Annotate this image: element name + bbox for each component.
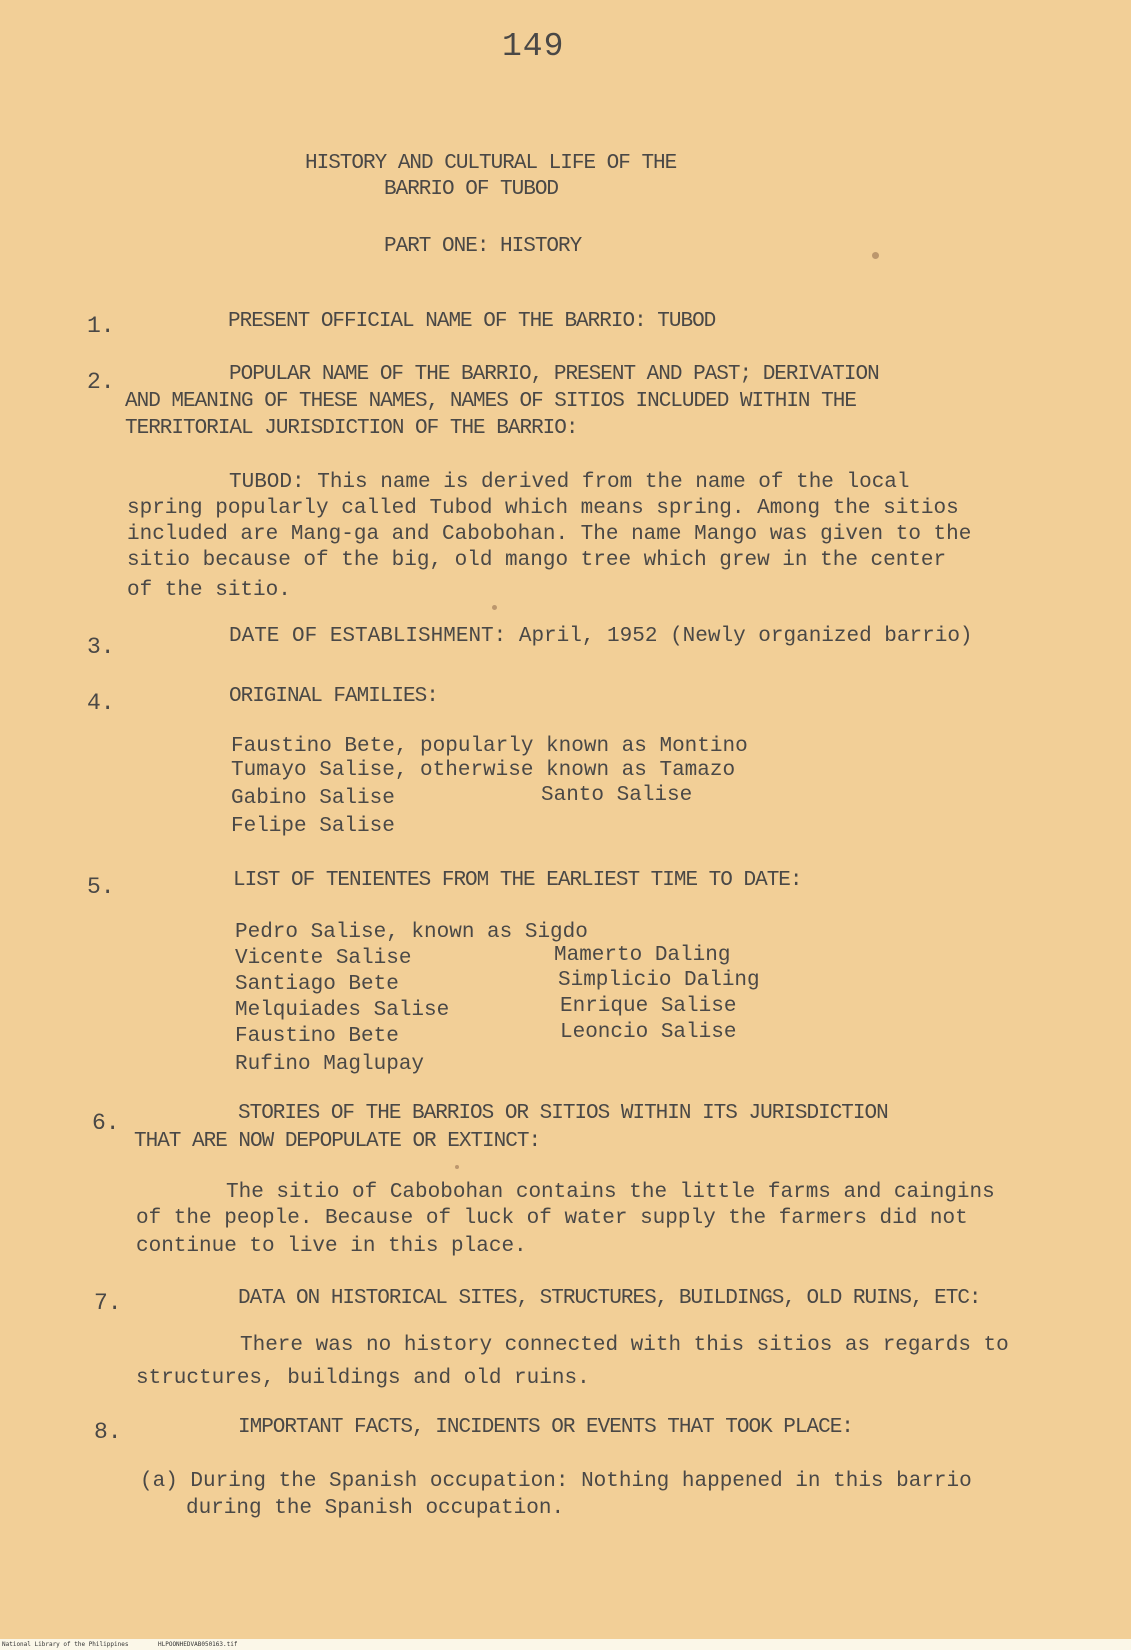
item-heading: POPULAR NAME OF THE BARRIO, PRESENT AND PAST; DERIVATION	[229, 363, 879, 386]
item-heading: AND MEANING OF THESE NAMES, NAMES OF SITIOS INCLUDED WITHIN THE	[125, 390, 856, 413]
item-number: 7.	[94, 1290, 122, 1316]
item-heading: LIST OF TENIENTES FROM THE EARLIEST TIME TO DATE:	[233, 869, 802, 892]
family-name: Gabino Salise	[231, 787, 395, 810]
body-line: sitio because of the big, old mango tree which grew in the center	[127, 549, 947, 572]
paper-speck	[455, 1165, 459, 1169]
teniente-name: Simplicio Daling	[558, 969, 760, 992]
item-number: 2.	[87, 369, 115, 395]
body-line: of the people. Because of luck of water supply the farmers did not	[136, 1207, 968, 1230]
teniente-name: Melquiades Salise	[235, 999, 450, 1022]
teniente-name: Rufino Maglupay	[235, 1053, 425, 1076]
paper-speck	[492, 605, 497, 610]
teniente-name: Faustino Bete	[235, 1025, 399, 1048]
paper-speck	[872, 252, 879, 259]
family-name: Santo Salise	[541, 784, 693, 807]
item-heading: ORIGINAL FAMILIES:	[229, 685, 438, 708]
teniente-name: Leoncio Salise	[560, 1021, 737, 1044]
teniente-name: Santiago Bete	[235, 973, 399, 996]
teniente-name: Vicente Salise	[235, 947, 412, 970]
item-number: 6.	[92, 1110, 120, 1136]
body-line: included are Mang-ga and Cabobohan. The name Mango was given to the	[127, 523, 972, 546]
item-heading: STORIES OF THE BARRIOS OR SITIOS WITHIN ITS JURISDICTION	[238, 1102, 888, 1125]
item-heading: DATE OF ESTABLISHMENT: April, 1952 (Newly organized barrio)	[229, 625, 973, 648]
family-name: Tumayo Salise, otherwise known as Tamazo	[231, 759, 736, 782]
item-number: 1.	[87, 313, 115, 339]
family-name: Felipe Salise	[231, 815, 395, 838]
body-line: The sitio of Cabobohan contains the little farms and caingins	[226, 1181, 995, 1204]
item-heading: TERRITORIAL JURISDICTION OF THE BARRIO:	[125, 417, 578, 440]
item-number: 8.	[94, 1419, 122, 1445]
body-line: spring popularly called Tubod which means spring. Among the sitios	[127, 497, 959, 520]
body-line: of the sitio.	[127, 579, 291, 602]
page-number: 149	[502, 28, 565, 65]
teniente-name: Pedro Salise, known as Sigdo	[235, 921, 588, 944]
part-heading: PART ONE: HISTORY	[384, 235, 582, 258]
teniente-name: Mamerto Daling	[554, 944, 731, 967]
item-heading: PRESENT OFFICIAL NAME OF THE BARRIO: TUBOD	[228, 310, 716, 333]
body-line: There was no history connected with this sitios as regards to	[240, 1334, 1009, 1357]
footer-filename: HLPOONHEDVAB050163.tif	[158, 1641, 238, 1648]
item-number: 5.	[87, 874, 115, 900]
scan-footer	[0, 1639, 1131, 1650]
body-line: continue to live in this place.	[136, 1235, 527, 1258]
item-number: 4.	[87, 690, 115, 716]
document-title-line-1: HISTORY AND CULTURAL LIFE OF THE	[305, 152, 677, 175]
body-line: structures, buildings and old ruins.	[136, 1367, 590, 1390]
item-number: 3.	[87, 634, 115, 660]
body-line: (a) During the Spanish occupation: Nothing happened in this barrio	[140, 1470, 972, 1493]
footer-source: National Library of the Philippines	[2, 1641, 129, 1648]
teniente-name: Enrique Salise	[560, 995, 737, 1018]
document-title-line-2: BARRIO OF TUBOD	[384, 178, 559, 201]
family-name: Faustino Bete, popularly known as Montino	[231, 735, 748, 758]
body-line: TUBOD: This name is derived from the name of the local	[229, 471, 910, 494]
body-line: during the Spanish occupation.	[186, 1497, 565, 1520]
item-heading: IMPORTANT FACTS, INCIDENTS OR EVENTS THAT TOOK PLACE:	[238, 1416, 853, 1439]
item-heading: DATA ON HISTORICAL SITES, STRUCTURES, BUILDINGS, OLD RUINS, ETC:	[238, 1287, 981, 1310]
item-heading: THAT ARE NOW DEPOPULATE OR EXTINCT:	[134, 1130, 541, 1153]
